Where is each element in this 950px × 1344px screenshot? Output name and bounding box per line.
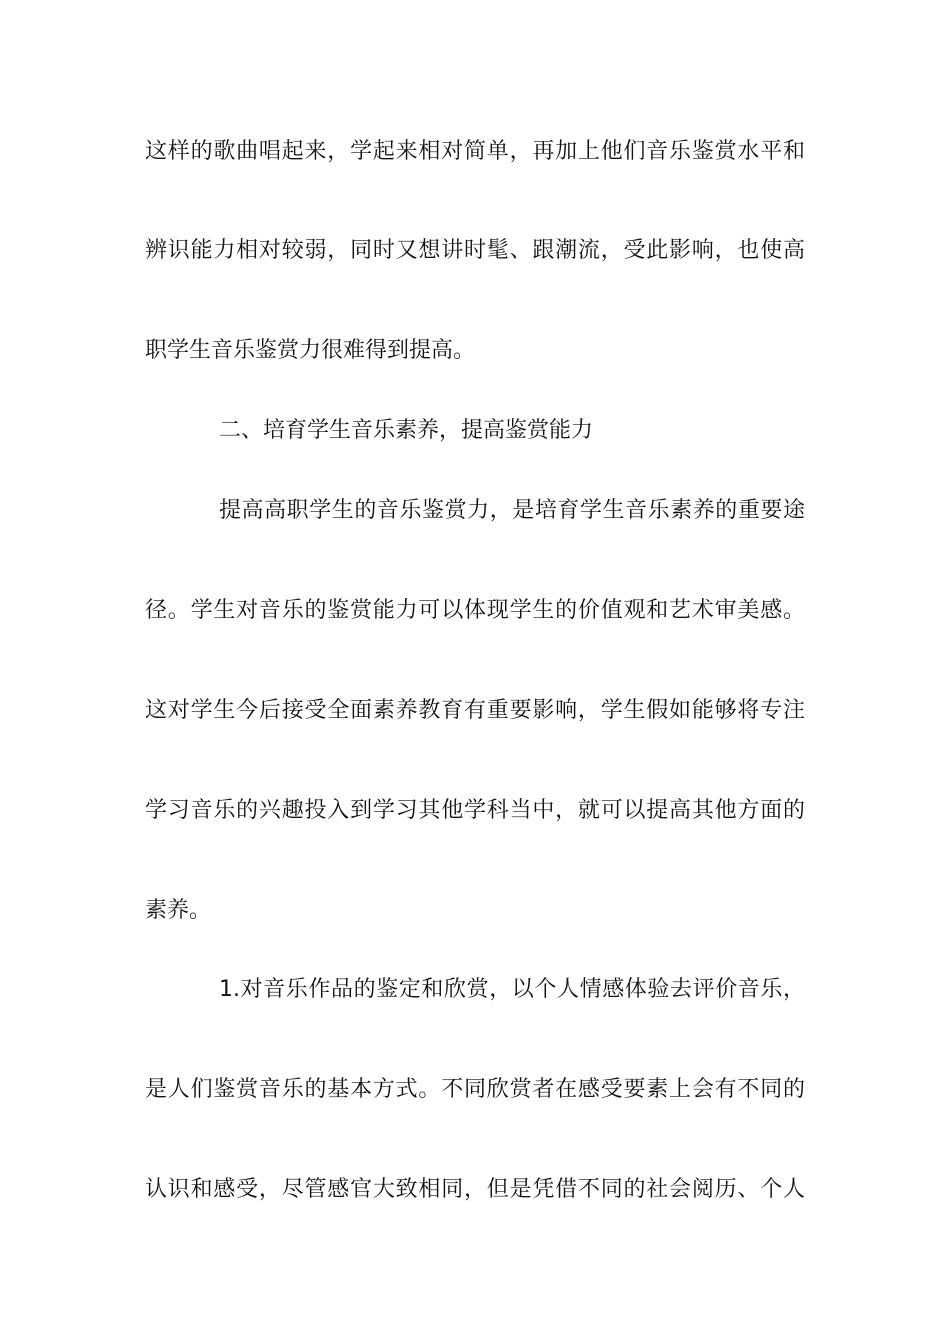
paragraph-line: 提高高职学生的音乐鉴赏力，是培育学生音乐素养的重要途 xyxy=(219,498,805,523)
paragraph-line: 学习音乐的兴趣投入到学习其他学科当中，就可以提高其他方面的 xyxy=(145,798,805,823)
paragraph-line: 职学生音乐鉴赏力很难得到提高。 xyxy=(145,338,476,363)
paragraph-line: 辨识能力相对较弱，同时又想讲时髦、跟潮流，受此影响，也使高 xyxy=(145,238,805,263)
paragraph-line: 这对学生今后接受全面素养教育有重要影响，学生假如能够将专注 xyxy=(145,698,805,723)
paragraph-line: 认识和感受，尽管感官大致相同，但是凭借不同的社会阅历、个人 xyxy=(145,1177,805,1202)
section-heading: 二、培育学生音乐素养，提高鉴赏能力 xyxy=(219,418,594,443)
paragraph-line: 素养。 xyxy=(145,898,212,923)
paragraph-line: 1.对音乐作品的鉴定和欣赏，以个人情感体验去评价音乐， xyxy=(219,977,805,1002)
paragraph-line: 这样的歌曲唱起来，学起来相对简单，再加上他们音乐鉴赏水平和 xyxy=(145,139,805,164)
paragraph-line: 径。学生对音乐的鉴赏能力可以体现学生的价值观和艺术审美感。 xyxy=(145,598,805,623)
paragraph-line: 是人们鉴赏音乐的基本方式。不同欣赏者在感受要素上会有不同的 xyxy=(145,1077,805,1102)
